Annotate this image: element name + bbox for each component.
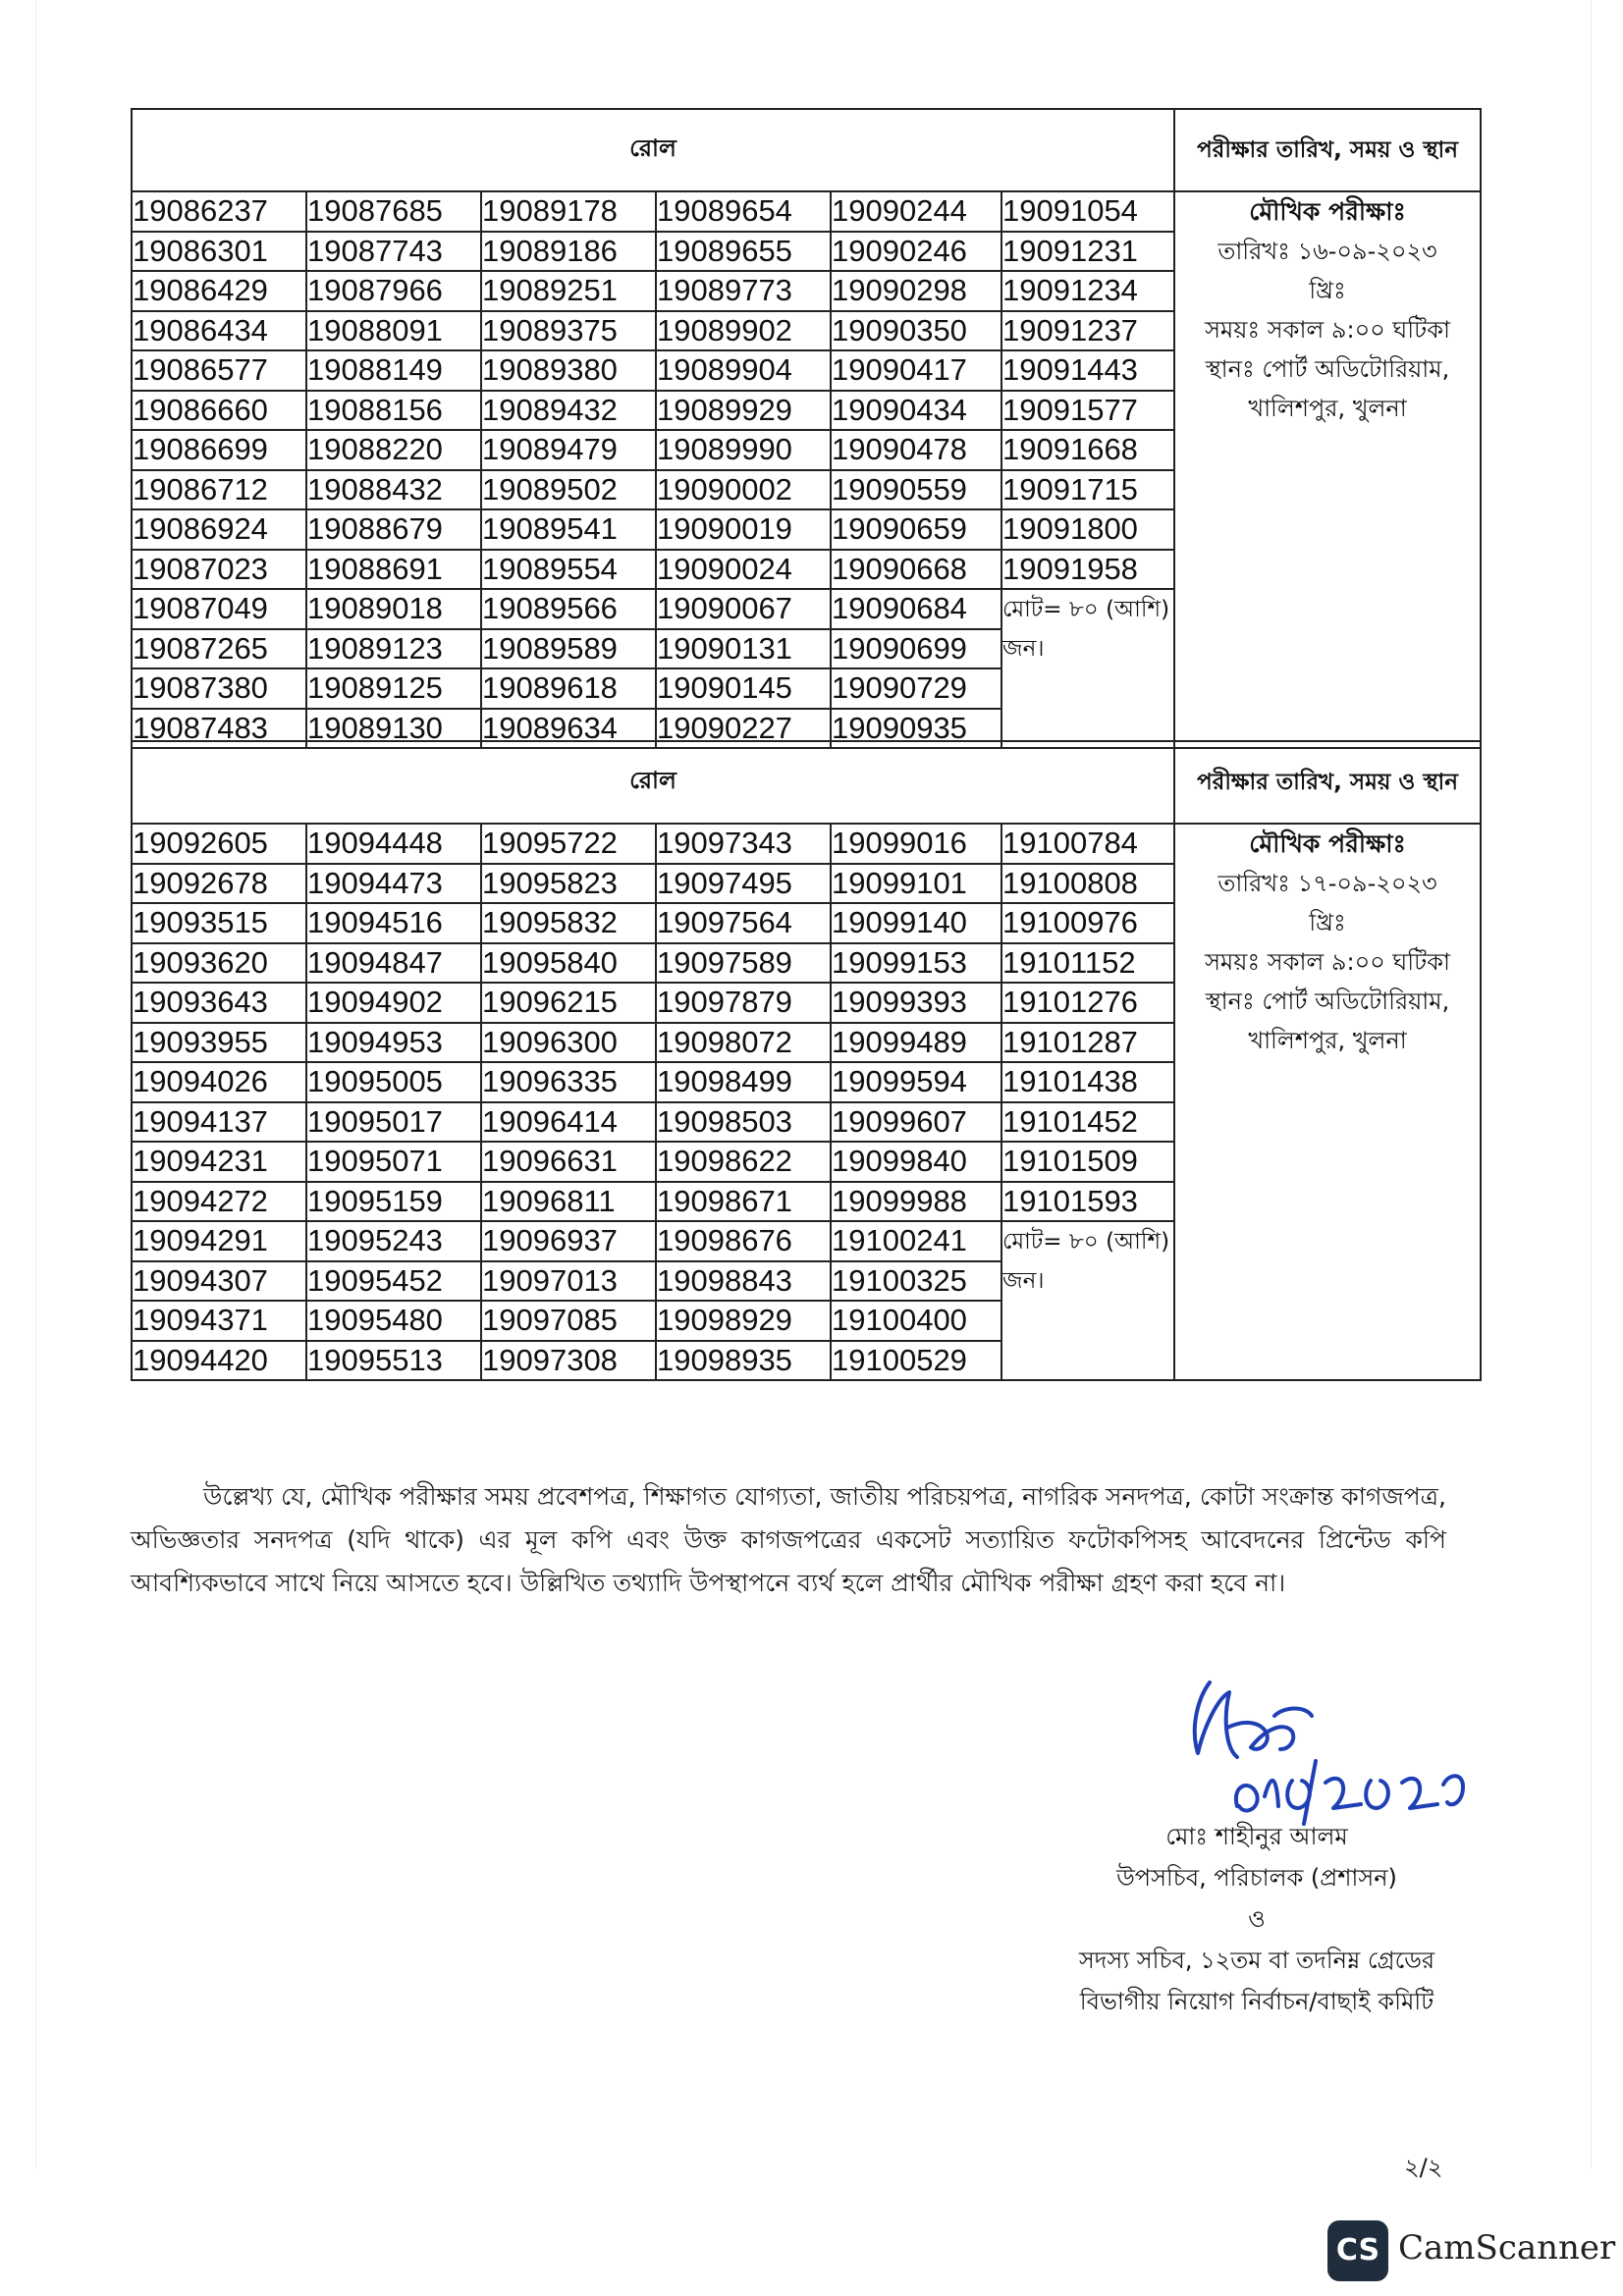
roll-number-cell: 19099594 — [831, 1062, 1001, 1102]
roll-number-cell: 19098676 — [656, 1221, 831, 1261]
roll-number-cell: 19091054 — [1001, 191, 1174, 232]
roll-number-cell: 19089380 — [481, 350, 656, 391]
roll-number-cell: 19101276 — [1001, 983, 1174, 1023]
roll-number-cell: 19089654 — [656, 191, 831, 232]
roll-number-cell: 19090417 — [831, 350, 1001, 391]
roll-number-cell: 19090684 — [831, 589, 1001, 629]
roll-number-cell: 19091668 — [1001, 430, 1174, 470]
roll-number-cell: 19100529 — [831, 1341, 1001, 1381]
roll-number-cell: 19094448 — [306, 824, 481, 864]
roll-number-cell: 19101287 — [1001, 1023, 1174, 1063]
roll-number-cell: 19089655 — [656, 232, 831, 272]
exam-place: স্থানঃ পোর্ট অডিটোরিয়াম, খালিশপুর, খুলনা — [1205, 988, 1450, 1054]
roll-number-cell: 19095823 — [481, 864, 656, 904]
roll-number-cell: 19094473 — [306, 864, 481, 904]
roll-number-cell: 19090246 — [831, 232, 1001, 272]
roll-number-cell: 19090244 — [831, 191, 1001, 232]
roll-number-cell: 19088149 — [306, 350, 481, 391]
roll-number-cell: 19098935 — [656, 1341, 831, 1381]
roll-number-cell: 19088220 — [306, 430, 481, 470]
page-number: ২/২ — [1404, 2154, 1443, 2181]
roll-number-cell: 19091715 — [1001, 470, 1174, 510]
roll-number-cell: 19086429 — [132, 271, 306, 311]
roll-number-cell: 19089130 — [306, 709, 481, 749]
roll-number-cell: 19086712 — [132, 470, 306, 510]
roll-number-cell: 19092678 — [132, 864, 306, 904]
roll-number-cell: 19094307 — [132, 1261, 306, 1302]
roll-number-cell: 19098072 — [656, 1023, 831, 1063]
roll-number-cell: 19099016 — [831, 824, 1001, 864]
roll-number-cell: 19088091 — [306, 311, 481, 351]
exam-time: সময়ঃ সকাল ৯:০০ ঘটিকা — [1205, 948, 1450, 976]
roll-number-cell: 19099393 — [831, 983, 1001, 1023]
table-row — [132, 824, 1481, 864]
signatory-name: মোঃ শাহীনুর আলম — [1165, 1823, 1348, 1850]
roll-number-cell: 19090002 — [656, 470, 831, 510]
roll-number-cell: 19093955 — [132, 1023, 306, 1063]
roll-number-cell: 19097589 — [656, 943, 831, 984]
roll-number-cell: 19089929 — [656, 391, 831, 431]
roll-number-cell: 19094371 — [132, 1301, 306, 1341]
roll-number-cell: 19098929 — [656, 1301, 831, 1341]
roll-number-cell: 19094902 — [306, 983, 481, 1023]
roll-column-header: রোল — [132, 109, 1174, 191]
roll-number-cell: 19089902 — [656, 311, 831, 351]
roll-number-cell: 19090659 — [831, 509, 1001, 550]
roll-number-cell: 19098843 — [656, 1261, 831, 1302]
instruction-note: উল্লেখ্য যে, মৌখিক পরীক্ষার সময় প্রবেশপত্র, শিক্ষাগত যোগ্যতা, জাতীয় পরিচয়পত্র, নাগরিক সনদপত্র, কোটা সংক্রান্ত কাগজপত্র, অভিজ্ঞতার সনদপত্র (যদি থাকে) এর মূল কপি এবং উক্ত কাগজপত্রের একসেট সত্যায়িত ফটোকপিসহ আবেদনের প্রিন্টেড কপি আবশ্যিকভাবে সাথে নিয়ে আসতে হবে। উল্লিখিত তথ্যাদি উপস্থাপনে ব্যর্থ হলে প্রার্থীর মৌখিক পরীক্ষা গ্রহণ করা হবে না। — [131, 1482, 1446, 1597]
roll-number-cell: 19090478 — [831, 430, 1001, 470]
roll-number-cell: 19087023 — [132, 550, 306, 590]
exam-place: স্থানঃ পোর্ট অডিটোরিয়াম, খালিশপুর, খুলনা — [1205, 355, 1450, 422]
roll-number-cell: 19097308 — [481, 1341, 656, 1381]
roll-number-cell: 19088691 — [306, 550, 481, 590]
roll-number-cell: 19089566 — [481, 589, 656, 629]
signatory-block — [982, 1816, 1532, 2022]
roll-number-cell: 19089186 — [481, 232, 656, 272]
roll-number-cell: 19087049 — [132, 589, 306, 629]
total-count: মোট= ৮০ (আশি) জন। — [1001, 1221, 1174, 1380]
roll-number-cell: 19089375 — [481, 311, 656, 351]
roll-number-cell: 19091234 — [1001, 271, 1174, 311]
roll-number-cell: 19101509 — [1001, 1142, 1174, 1182]
roll-number-cell: 19090559 — [831, 470, 1001, 510]
roll-number-cell: 19095017 — [306, 1102, 481, 1143]
roll-number-cell: 19087265 — [132, 629, 306, 669]
exam-era: খ্রিঃ — [1309, 277, 1346, 304]
exam-info-cell — [1174, 824, 1481, 1380]
roll-number-cell: 19089990 — [656, 430, 831, 470]
exam-time: সময়ঃ সকাল ৯:০০ ঘটিকা — [1205, 316, 1450, 344]
roll-number-cell: 19099140 — [831, 903, 1001, 943]
roll-number-cell: 19094516 — [306, 903, 481, 943]
roll-number-cell: 19095722 — [481, 824, 656, 864]
exam-date: তারিখঃ ১৭-০৯-২০২৩ — [1217, 870, 1437, 897]
roll-number-cell: 19095832 — [481, 903, 656, 943]
roll-number-cell: 19096937 — [481, 1221, 656, 1261]
roll-table-2 — [131, 740, 1482, 1381]
roll-number-cell: 19086699 — [132, 430, 306, 470]
roll-number-cell: 19092605 — [132, 824, 306, 864]
roll-number-cell: 19090699 — [831, 629, 1001, 669]
roll-number-cell: 19089123 — [306, 629, 481, 669]
roll-number-cell: 19089251 — [481, 271, 656, 311]
roll-number-cell: 19095480 — [306, 1301, 481, 1341]
roll-number-cell: 19089125 — [306, 668, 481, 709]
roll-number-cell: 19095071 — [306, 1142, 481, 1182]
roll-number-cell: 19086301 — [132, 232, 306, 272]
roll-number-cell: 19088156 — [306, 391, 481, 431]
roll-number-cell: 19091237 — [1001, 311, 1174, 351]
exam-info-header: পরীক্ষার তারিখ, সময় ও স্থান — [1174, 109, 1481, 191]
roll-number-cell: 19089541 — [481, 509, 656, 550]
roll-column-header: রোল — [132, 741, 1174, 824]
roll-number-cell: 19094847 — [306, 943, 481, 984]
roll-number-cell: 19091577 — [1001, 391, 1174, 431]
roll-number-cell: 19099988 — [831, 1182, 1001, 1222]
roll-number-cell: 19086660 — [132, 391, 306, 431]
signatory-and: ও — [1248, 1905, 1266, 1933]
roll-number-cell: 19097085 — [481, 1301, 656, 1341]
roll-number-cell: 19095452 — [306, 1261, 481, 1302]
roll-number-cell: 19090019 — [656, 509, 831, 550]
roll-number-cell: 19089904 — [656, 350, 831, 391]
roll-number-cell: 19097495 — [656, 864, 831, 904]
roll-number-cell: 19095840 — [481, 943, 656, 984]
roll-number-cell: 19098499 — [656, 1062, 831, 1102]
roll-number-cell: 19089773 — [656, 271, 831, 311]
roll-number-cell: 19099153 — [831, 943, 1001, 984]
roll-number-cell: 19090729 — [831, 668, 1001, 709]
roll-number-cell: 19088679 — [306, 509, 481, 550]
roll-number-cell: 19101593 — [1001, 1182, 1174, 1222]
roll-number-cell: 19094953 — [306, 1023, 481, 1063]
signatory-committee: বিভাগীয় নিয়োগ নির্বাচন/বাছাই কমিটি — [1079, 1988, 1434, 2015]
roll-number-cell: 19088432 — [306, 470, 481, 510]
roll-number-cell: 19099607 — [831, 1102, 1001, 1143]
roll-number-cell: 19098503 — [656, 1102, 831, 1143]
roll-number-cell: 19099840 — [831, 1142, 1001, 1182]
roll-number-cell: 19093515 — [132, 903, 306, 943]
total-count: মোট= ৮০ (আশি) জন। — [1001, 589, 1174, 748]
roll-number-cell: 19091443 — [1001, 350, 1174, 391]
exam-era: খ্রিঃ — [1309, 909, 1346, 936]
table-row — [132, 191, 1481, 232]
roll-number-cell: 19089432 — [481, 391, 656, 431]
exam-date: তারিখঃ ১৬-০৯-২০২৩ — [1217, 238, 1437, 265]
roll-number-cell: 19099489 — [831, 1023, 1001, 1063]
roll-number-cell: 19090298 — [831, 271, 1001, 311]
roll-number-cell: 19086924 — [132, 509, 306, 550]
exam-title: মৌখিক পরীক্ষাঃ — [1249, 197, 1406, 226]
roll-number-cell: 19090024 — [656, 550, 831, 590]
roll-number-cell: 19087966 — [306, 271, 481, 311]
roll-number-cell: 19089018 — [306, 589, 481, 629]
roll-number-cell: 19089479 — [481, 430, 656, 470]
roll-number-cell: 19100808 — [1001, 864, 1174, 904]
roll-number-cell: 19087685 — [306, 191, 481, 232]
exam-info-header: পরীক্ষার তারিখ, সময় ও স্থান — [1174, 741, 1481, 824]
roll-number-cell: 19097879 — [656, 983, 831, 1023]
roll-number-cell: 19091800 — [1001, 509, 1174, 550]
roll-number-cell: 19090145 — [656, 668, 831, 709]
roll-number-cell: 19090131 — [656, 629, 831, 669]
roll-number-cell: 19098622 — [656, 1142, 831, 1182]
roll-number-cell: 19095005 — [306, 1062, 481, 1102]
roll-number-cell: 19093643 — [132, 983, 306, 1023]
roll-number-cell: 19087743 — [306, 232, 481, 272]
exam-title: মৌখিক পরীক্ষাঃ — [1249, 829, 1406, 858]
roll-number-cell: 19089634 — [481, 709, 656, 749]
roll-number-cell: 19090935 — [831, 709, 1001, 749]
roll-number-cell: 19090067 — [656, 589, 831, 629]
camscanner-logo-icon: CS — [1327, 2220, 1388, 2281]
exam-info-cell — [1174, 191, 1481, 748]
roll-number-cell: 19096335 — [481, 1062, 656, 1102]
roll-number-cell: 19087380 — [132, 668, 306, 709]
roll-number-cell: 19096631 — [481, 1142, 656, 1182]
roll-number-cell: 19096811 — [481, 1182, 656, 1222]
roll-number-cell: 19089554 — [481, 550, 656, 590]
roll-number-cell: 19098671 — [656, 1182, 831, 1222]
roll-number-cell: 19094420 — [132, 1341, 306, 1381]
roll-number-cell: 19089589 — [481, 629, 656, 669]
roll-number-cell: 19100784 — [1001, 824, 1174, 864]
roll-number-cell: 19090668 — [831, 550, 1001, 590]
roll-number-cell: 19101452 — [1001, 1102, 1174, 1143]
roll-number-cell: 19100325 — [831, 1261, 1001, 1302]
roll-number-cell: 19096300 — [481, 1023, 656, 1063]
roll-number-cell: 19101152 — [1001, 943, 1174, 984]
roll-number-cell: 19100241 — [831, 1221, 1001, 1261]
roll-number-cell: 19100400 — [831, 1301, 1001, 1341]
roll-number-cell: 19094231 — [132, 1142, 306, 1182]
roll-number-cell: 19094026 — [132, 1062, 306, 1102]
roll-number-cell: 19093620 — [132, 943, 306, 984]
roll-number-cell: 19086577 — [132, 350, 306, 391]
roll-number-cell: 19094137 — [132, 1102, 306, 1143]
roll-number-cell: 19091231 — [1001, 232, 1174, 272]
handwritten-signature — [1168, 1659, 1492, 1836]
roll-number-cell: 19101438 — [1001, 1062, 1174, 1102]
camscanner-watermark: CamScanner — [1398, 2228, 1616, 2268]
roll-number-cell: 19087483 — [132, 709, 306, 749]
roll-number-cell: 19100976 — [1001, 903, 1174, 943]
signatory-role: সদস্য সচিব, ১২তম বা তদনিম্ন গ্রেডের — [1078, 1947, 1435, 1974]
roll-number-cell: 19089178 — [481, 191, 656, 232]
roll-number-cell: 19096414 — [481, 1102, 656, 1143]
roll-number-cell: 19094291 — [132, 1221, 306, 1261]
roll-table-1 — [131, 108, 1482, 749]
roll-number-cell: 19095513 — [306, 1341, 481, 1381]
roll-number-cell: 19095243 — [306, 1221, 481, 1261]
roll-number-cell: 19090227 — [656, 709, 831, 749]
roll-number-cell: 19090350 — [831, 311, 1001, 351]
roll-number-cell: 19094272 — [132, 1182, 306, 1222]
roll-number-cell: 19089618 — [481, 668, 656, 709]
roll-number-cell: 19097013 — [481, 1261, 656, 1302]
roll-number-cell: 19090434 — [831, 391, 1001, 431]
roll-number-cell: 19086237 — [132, 191, 306, 232]
roll-number-cell: 19097564 — [656, 903, 831, 943]
roll-number-cell: 19089502 — [481, 470, 656, 510]
roll-number-cell: 19091958 — [1001, 550, 1174, 590]
roll-number-cell: 19096215 — [481, 983, 656, 1023]
roll-number-cell: 19086434 — [132, 311, 306, 351]
roll-number-cell: 19095159 — [306, 1182, 481, 1222]
signatory-designation: উপসচিব, পরিচালক (প্রশাসন) — [1116, 1864, 1397, 1892]
roll-number-cell: 19099101 — [831, 864, 1001, 904]
roll-number-cell: 19097343 — [656, 824, 831, 864]
